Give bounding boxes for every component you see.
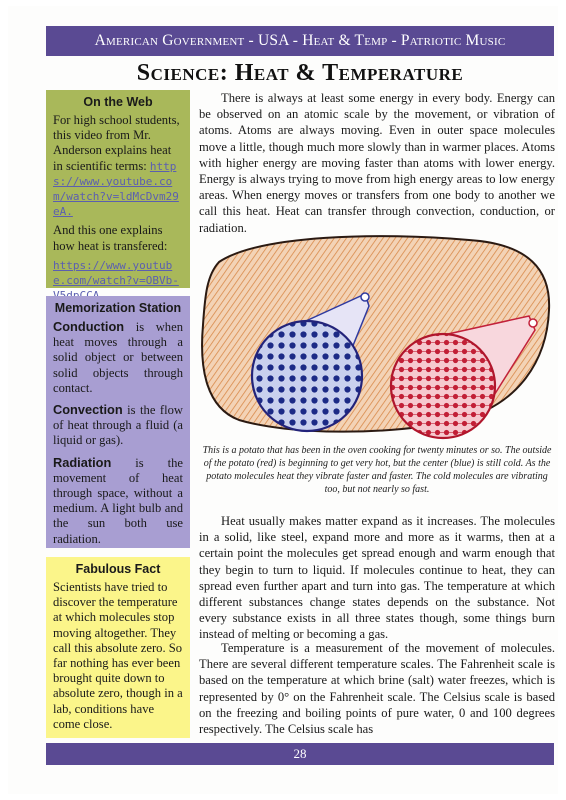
memo-item-conduction (53, 319, 183, 396)
potato-illustration (199, 230, 555, 442)
header-banner (46, 26, 554, 56)
web-text-2: And this one explains how heat is transfered: (53, 223, 168, 253)
definition-convection: is the flow of heat through a fluid (a liquid or gas). (53, 403, 183, 448)
footer-bar (46, 743, 554, 765)
term-radiation: Radiation (53, 454, 112, 470)
paragraph-temperature: Temperature is a measurement of the movement of molecules. There are several different temperature scales. The Fahrenheit scale is based on the temperature at which brine (salt) water freezes, which is represented by 0° on the Fahrenheit scale. The Celsius scale is based on the freezing and boiling points of pure water, 0 and 100 degrees respectively. The Celsius scale has (199, 641, 555, 737)
fabulous-fact-heading: Fabulous Fact (75, 562, 161, 576)
memo-item-convection (53, 402, 183, 449)
fabulous-fact-text: Scientists have tried to discover the temperature at which molecules stop moving altogether. They call this absolute zero. So far nothing has ever been brought quite down to absolute zero, though in a lab, conditions have come close. (53, 580, 183, 731)
web-text-1 (53, 113, 183, 219)
figure-caption: This is a potato that has been in the oven cooking for twenty minutes or so. The outside of the potato (red) is beginning to get very hot, but the center (blue) is still cold. As the potato molecules heat they vibrate faster and faster. The cold molecules are vibrating too, but not nearly so fast. (202, 445, 552, 495)
page-title (46, 60, 554, 87)
memorization-heading: Memorization Station (54, 301, 182, 315)
definition-conduction: is when heat moves through a solid object or between solid objects through contact. (53, 320, 183, 395)
banner-text: American Government - USA - Heat & Temp - Patriotic Music (94, 32, 506, 49)
web-text-1-body: For high school students, this video from Mr. Anderson explains heat in scientific terms: (53, 113, 180, 173)
paragraph-energy: There is always at least some energy in every body. Energy can be observed on an atomic scale by the movement, or vibration of atoms. Atoms are always moving. Even in outer space molecules move a little, though much more slowly than in warmer places. Atoms with higher energy are moving faster than atoms with lower energy. Energy is always trying to move from high energy areas to low energy areas. When energy moves or transfers from one body to another we call this heat. Heat can transfer through convection, conduction, or radiation. (199, 91, 555, 235)
page-number: 28 (293, 746, 307, 761)
video-link-1[interactable]: https://www.youtube.com/watch?v=ldMcDvm29eA. (53, 159, 179, 219)
fabulous-fact-box (46, 557, 190, 738)
term-convection: Convection (53, 402, 123, 418)
definition-radiation: is the movement of heat through space, without a medium. A light bulb and the sun both use radiation. (53, 455, 183, 546)
memo-item-radiation (53, 455, 183, 547)
term-conduction: Conduction (53, 319, 125, 334)
on-the-web-heading: On the Web (83, 95, 153, 109)
on-the-web-box (46, 90, 190, 288)
page-title-text: Science: Heat & Temperature (136, 60, 464, 86)
paragraph-expansion: Heat usually makes matter expand as it increases. The molecules in a solid, like steel, expand more and more as it warms, then at a certain point the molecules get spread enough and warm enough that they begin to turn to liquid. If molecules continue to heat, they can spread even further apart and turn into gas. The temperature at which different substances change states depends on the substance. Not every substance exists in all three states though, some things burn instead of melting or becoming a gas. (199, 514, 555, 642)
video-link-2[interactable]: https://www.youtube.com/watch?v=OBVb- (53, 258, 179, 288)
memorization-station-box (46, 296, 190, 548)
